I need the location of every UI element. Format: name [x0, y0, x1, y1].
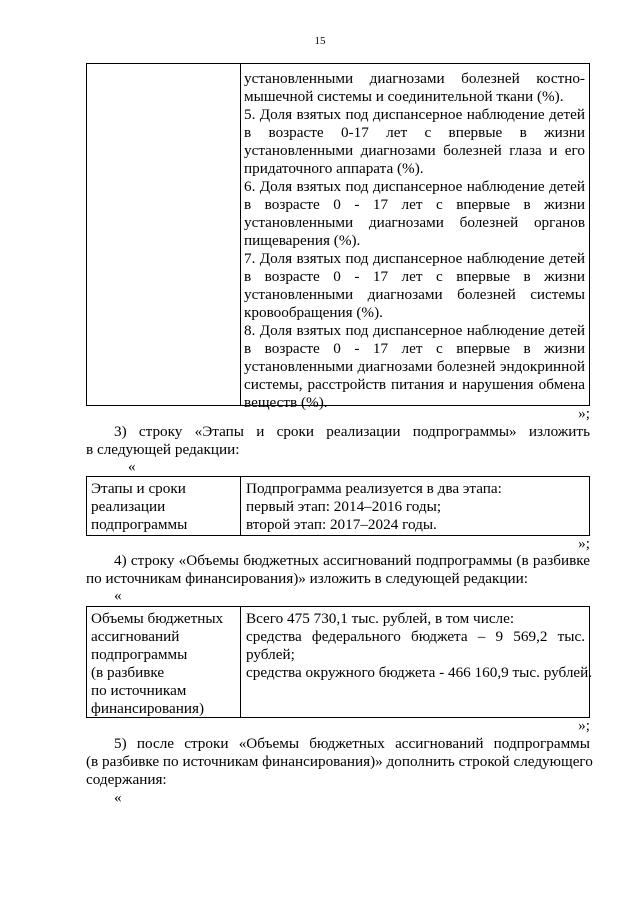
stages-table — [86, 476, 590, 536]
table-line: (в разбивке — [91, 664, 165, 681]
paragraph-5-line-1: 5) после строки «Объемы бюджетных ассигнований подпрограммы — [114, 735, 590, 752]
table-line: Этапы и сроки — [91, 480, 186, 497]
budget-table — [86, 606, 593, 718]
budget-table-left-cell — [87, 607, 241, 717]
indicators-table-left-cell — [87, 64, 241, 405]
opening-quote: « — [114, 789, 122, 806]
table-line: веществ (%). — [244, 394, 328, 411]
table-line: установленными диагнозами болезней органов — [244, 214, 585, 231]
table-line: кровообращения (%). — [244, 304, 383, 321]
table-line: 7. Доля взятых под диспансерное наблюдение детей — [244, 250, 585, 267]
table-line: первый этап: 2014–2016 годы; — [246, 498, 442, 515]
table-line: реализации — [91, 498, 166, 515]
table-line: средства окружного бюджета - 466 160,9 тыс. рублей. — [246, 664, 593, 681]
table-line: ассигнований — [91, 628, 180, 645]
paragraph-4-line-2: по источникам финансирования)» изложить в следующей редакции: — [86, 570, 528, 587]
opening-quote: « — [114, 587, 122, 604]
page-number: 15 — [314, 35, 326, 47]
table-line: установленными диагнозами болезней системы — [244, 286, 585, 303]
paragraph-3-line-2: в следующей редакции: — [86, 441, 240, 458]
table-line: по источникам — [91, 682, 187, 699]
table-line: придаточного аппарата (%). — [244, 160, 424, 177]
table-line: финансирования) — [91, 700, 205, 717]
table-line: установленными диагнозами болезней глаза и его — [244, 142, 585, 159]
table-line: Всего 475 730,1 тыс. рублей, в том числе: — [246, 610, 515, 627]
table-line: рублей; — [246, 646, 295, 663]
table-line: 8. Доля взятых под диспансерное наблюдение детей — [244, 322, 585, 339]
opening-quote: « — [128, 458, 136, 475]
table-line: 6. Доля взятых под диспансерное наблюдение детей — [244, 178, 585, 195]
table-line: в возрасте 0 - 17 лет с впервые в жизни — [244, 196, 585, 213]
table-line: Подпрограмма реализуется в два этапа: — [246, 480, 502, 497]
paragraph-5-line-3: содержания: — [86, 771, 167, 788]
table-line: системы, расстройств питания и нарушения обмена — [244, 376, 585, 393]
table-line: средства федерального бюджета – 9 569,2 тыс. — [246, 628, 585, 645]
table-line: установленными диагнозами болезней эндокринной — [244, 358, 585, 375]
closing-quote: »; — [578, 717, 590, 734]
table-line: пищеварения (%). — [244, 232, 361, 249]
paragraph-4-line-1: 4) строку «Объемы бюджетных ассигнований подпрограммы (в разбивке — [114, 552, 590, 569]
table-line: мышечной системы и соединительной ткани (%). — [244, 88, 564, 105]
table-line: в возрасте 0 - 17 лет с впервые в жизни — [244, 268, 585, 285]
closing-quote: »; — [578, 405, 590, 422]
table-line: в возрасте 0-17 лет с впервые в жизни — [244, 124, 585, 141]
closing-quote: »; — [578, 535, 590, 552]
stages-table-left-cell — [87, 477, 241, 535]
table-line: 5. Доля взятых под диспансерное наблюдение детей — [244, 106, 585, 123]
indicators-table — [86, 63, 590, 411]
table-line: подпрограммы — [91, 516, 188, 533]
table-line: второй этап: 2017–2024 годы. — [246, 516, 437, 533]
table-line: установленными диагнозами болезней костно- — [244, 70, 585, 87]
table-line: в возрасте 0 - 17 лет с впервые в жизни — [244, 340, 585, 357]
table-line: подпрограммы — [91, 646, 188, 663]
paragraph-5-line-2: (в разбивке по источникам финансирования)» дополнить строкой следующего — [86, 753, 593, 770]
table-line: Объемы бюджетных — [91, 610, 224, 627]
paragraph-3-line-1: 3) строку «Этапы и сроки реализации подпрограммы» изложить — [114, 423, 590, 440]
